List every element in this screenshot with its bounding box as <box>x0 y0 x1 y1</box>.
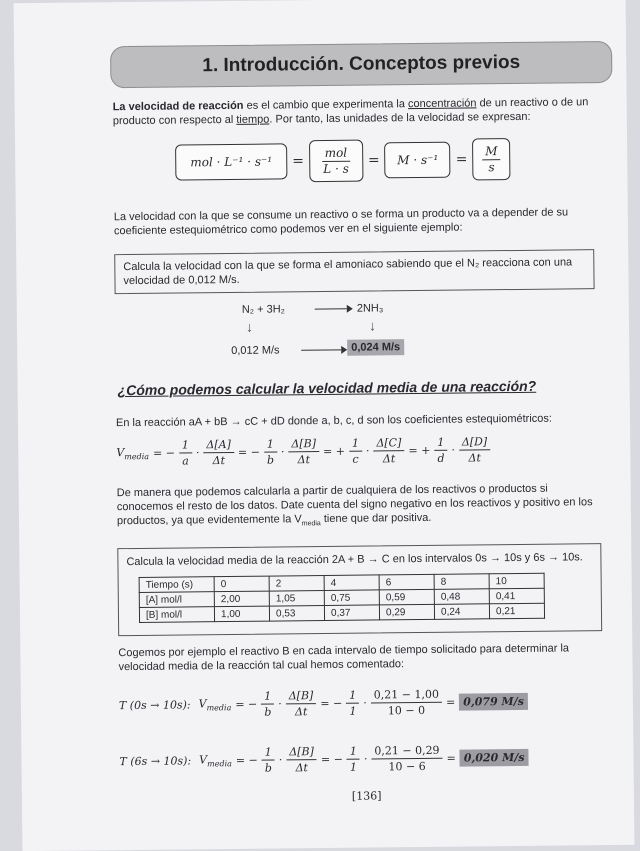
calc-1-values-num: 0,21 − 1,00 <box>371 687 442 704</box>
delta-c-den: Δt <box>380 451 399 466</box>
calc-2-sub: media <box>207 759 232 768</box>
unit-3: M · s⁻¹ <box>397 153 438 167</box>
paragraph-3: En la reacción aA + bB → cC + dD donde a, b, c, d son los coeficientes estequiométricos: <box>116 411 596 430</box>
section-title: ¿Cómo podemos calcular la velocidad media de una reacción? <box>118 378 537 398</box>
dot-2: · <box>281 445 285 458</box>
reaction-rate-in: 0,012 M/s <box>231 343 279 358</box>
calc-1-eq2: = − <box>320 697 342 710</box>
calc-1-eq1: = − <box>235 698 257 711</box>
eq-sign-3: = + <box>323 445 345 458</box>
table-row <box>139 603 544 622</box>
delta-a-den: Δt <box>210 453 229 468</box>
calc-1-one-num: 1 <box>346 688 359 704</box>
paragraph-4-end: tiene que dar positiva. <box>321 512 432 525</box>
dot-1: · <box>196 446 200 459</box>
calc-1-values <box>371 687 443 719</box>
down-arrow-icon-1: ↓ <box>246 319 253 335</box>
intro-text-1: es el cambio que experimenta la <box>243 98 408 112</box>
reaction-rate-out: 0,024 M/s <box>347 339 404 356</box>
v-subscript: media <box>124 452 149 461</box>
calc-1-dot-1: · <box>278 697 282 710</box>
calc-2-dot-2: · <box>364 753 368 766</box>
page-title: 1. Introducción. Conceptos previos <box>110 41 612 88</box>
table-cell: 0,24 <box>434 604 489 620</box>
delta-b <box>288 436 319 467</box>
calc-1-coef-num: 1 <box>261 689 274 705</box>
unit-4-den: s <box>485 160 497 175</box>
calc-1-delta-den: Δt <box>292 704 311 719</box>
table-cell: 0,75 <box>324 590 379 606</box>
delta-d-den: Δt <box>465 450 484 465</box>
table-cell: 0,53 <box>269 606 324 622</box>
data-table <box>139 573 545 623</box>
example-2-text: Calcula la velocidad media de la reacción 2A + B → C en los intervalos 0s → 10s y 6s → 10s. <box>126 550 592 569</box>
calc-2-values <box>371 743 443 775</box>
delta-b-den: Δt <box>295 452 314 467</box>
eq-sign-2: = − <box>238 446 260 459</box>
unit-2-den: L · s <box>320 161 352 176</box>
unit-4-num: M <box>482 144 500 160</box>
rate-arrow-icon <box>299 344 347 357</box>
delta-c <box>373 435 404 466</box>
coef-d-den: d <box>434 451 447 466</box>
unit-box-1 <box>175 143 287 180</box>
calc-2-one <box>347 744 360 775</box>
v-symbol: V <box>116 446 124 459</box>
table-cell: 0,37 <box>324 605 379 621</box>
coef-d <box>434 435 447 466</box>
data-table-body <box>139 573 544 622</box>
calc-1-v-media <box>198 697 231 713</box>
table-cell: 8 <box>434 574 489 590</box>
table-cell: 0,59 <box>379 589 434 605</box>
paragraph-4 <box>117 481 597 533</box>
calc-1-one-den: 1 <box>346 704 359 719</box>
page-number: [136] <box>352 789 382 802</box>
coef-c <box>349 436 362 467</box>
intro-paragraph <box>113 95 593 128</box>
table-cell: 10 <box>489 573 544 589</box>
paragraph-5: Cogemos por ejemplo el reactivo B en cada intervalo de tiempo solicitado para determinar la velocidad media de la reacción tal cual hemos comentado: <box>118 641 598 674</box>
equals-2: = <box>368 152 380 168</box>
calc-1-one <box>346 688 359 719</box>
intro-text-3: . Por tanto, las unidades de la velocidad se expresan: <box>269 111 530 126</box>
table-cell: [A] mol/l <box>139 592 214 608</box>
delta-c-num: Δ[C] <box>373 435 404 451</box>
reaction-product: 2NH₃ <box>357 301 384 315</box>
calc-2-v-media <box>199 753 232 769</box>
table-cell: 4 <box>324 575 379 591</box>
table-cell: 6 <box>379 574 434 590</box>
coef-a <box>179 437 192 468</box>
delta-d <box>459 434 491 465</box>
calc-1-label: T (0s → 10s): <box>119 698 191 712</box>
example-2-box <box>117 543 602 636</box>
calc-2-delta-den: Δt <box>292 760 311 775</box>
intro-underline-1: concentración <box>408 97 477 110</box>
table-cell: Tiempo (s) <box>139 577 214 593</box>
calc-2-v: V <box>199 753 207 766</box>
equals-1: = <box>292 153 304 169</box>
table-cell: 1,00 <box>214 606 269 622</box>
delta-a-num: Δ[A] <box>203 437 234 453</box>
intro-underline-2: tiempo <box>236 114 269 126</box>
table-cell: [B] mol/l <box>139 607 214 623</box>
dot-4: · <box>451 444 455 457</box>
calc-2-eq3: = <box>447 752 456 765</box>
intro-text-2: de un reactivo o de un producto con respecto al <box>113 96 589 127</box>
table-cell: 2,00 <box>214 591 269 607</box>
dot-3: · <box>366 445 370 458</box>
coef-b <box>264 436 277 467</box>
calculation-2 <box>119 742 528 777</box>
reaction-reactants: N₂ + 3H₂ <box>242 302 285 316</box>
unit-box-2 <box>309 140 363 183</box>
general-rate-equation <box>116 434 490 469</box>
eq-sign-4: = + <box>408 444 430 457</box>
table-cell: 0,41 <box>489 588 544 604</box>
document-page <box>14 0 635 851</box>
coef-a-den: a <box>179 453 192 468</box>
table-cell: 1,05 <box>269 591 324 607</box>
calc-1-sub: media <box>206 703 231 712</box>
unit-4-fraction <box>482 144 501 175</box>
calc-2-coef <box>262 745 275 776</box>
table-cell: 0,29 <box>379 604 434 620</box>
calc-1-eq3: = <box>446 696 455 709</box>
intro-bold: La velocidad de reacción <box>113 100 244 113</box>
calc-1-coef <box>261 689 274 720</box>
calc-1-dot-2: · <box>363 697 367 710</box>
calc-1-v: V <box>198 697 206 710</box>
calc-2-one-den: 1 <box>347 760 360 775</box>
table-cell: 0,48 <box>434 589 489 605</box>
unit-1: mol · L⁻¹ · s⁻¹ <box>190 155 272 170</box>
calc-1-coef-den: b <box>261 705 274 720</box>
calc-2-values-den: 10 − 6 <box>385 759 428 774</box>
calc-1-result: 0,079 M/s <box>459 693 528 711</box>
paragraph-2: La velocidad con la que se consume un reactivo o se forma un producto va a depender de su coeficiente estequiométrico como podemos ver en el siguiente ejemplo: <box>114 205 594 238</box>
v-media <box>116 446 149 462</box>
coef-b-num: 1 <box>264 436 277 452</box>
unit-2-num: mol <box>322 145 351 161</box>
unit-box-3 <box>385 142 451 179</box>
calc-2-label: T (6s → 10s): <box>119 754 191 768</box>
coef-a-num: 1 <box>179 437 192 453</box>
unit-2-fraction <box>320 145 352 176</box>
table-cell: 0,21 <box>489 603 544 619</box>
calculation-1 <box>119 686 528 721</box>
calc-1-delta-num: Δ[B] <box>286 688 317 704</box>
delta-b-num: Δ[B] <box>288 436 319 452</box>
units-row <box>175 138 511 184</box>
calc-2-eq2: = − <box>321 753 343 766</box>
coef-d-num: 1 <box>434 435 447 451</box>
delta-d-num: Δ[D] <box>459 434 491 450</box>
calc-2-delta-num: Δ[B] <box>286 744 317 760</box>
example-1-box: Calcula la velocidad con la que se forma el amoniaco sabiendo que el N₂ reacciona con una velocidad de 0,012 M/s. <box>114 249 594 294</box>
paragraph-4-text: De manera que podemos calcularla a partir de cualquiera de los reactivos o productos si conocemos el resto de los datos. Date cuenta del signo negativo en los reactivos y positivo en los productos, ya que evidentemente la V <box>117 483 593 528</box>
reaction-arrow-icon <box>313 302 353 316</box>
down-arrow-icon-2: ↓ <box>369 317 376 333</box>
coef-c-den: c <box>349 452 361 467</box>
calc-2-coef-den: b <box>262 761 275 776</box>
eq-sign-1: = − <box>153 447 175 460</box>
calc-2-dot-1: · <box>279 753 283 766</box>
table-cell: 2 <box>269 576 324 592</box>
calc-2-delta <box>286 744 317 775</box>
calc-1-values-den: 10 − 0 <box>385 703 428 718</box>
equals-3: = <box>456 151 468 167</box>
table-cell: 0 <box>214 576 269 592</box>
calc-2-eq1: = − <box>236 754 258 767</box>
coef-b-den: b <box>264 452 277 467</box>
calc-2-result: 0,020 M/s <box>460 749 529 767</box>
calc-2-coef-num: 1 <box>262 745 275 761</box>
delta-a <box>203 437 234 468</box>
unit-box-4 <box>472 138 510 180</box>
calc-2-one-num: 1 <box>347 744 360 760</box>
calc-1-delta <box>286 688 317 719</box>
paragraph-4-subscript: media <box>302 520 321 527</box>
calc-2-values-num: 0,21 − 0,29 <box>371 743 442 760</box>
coef-c-num: 1 <box>349 436 362 452</box>
